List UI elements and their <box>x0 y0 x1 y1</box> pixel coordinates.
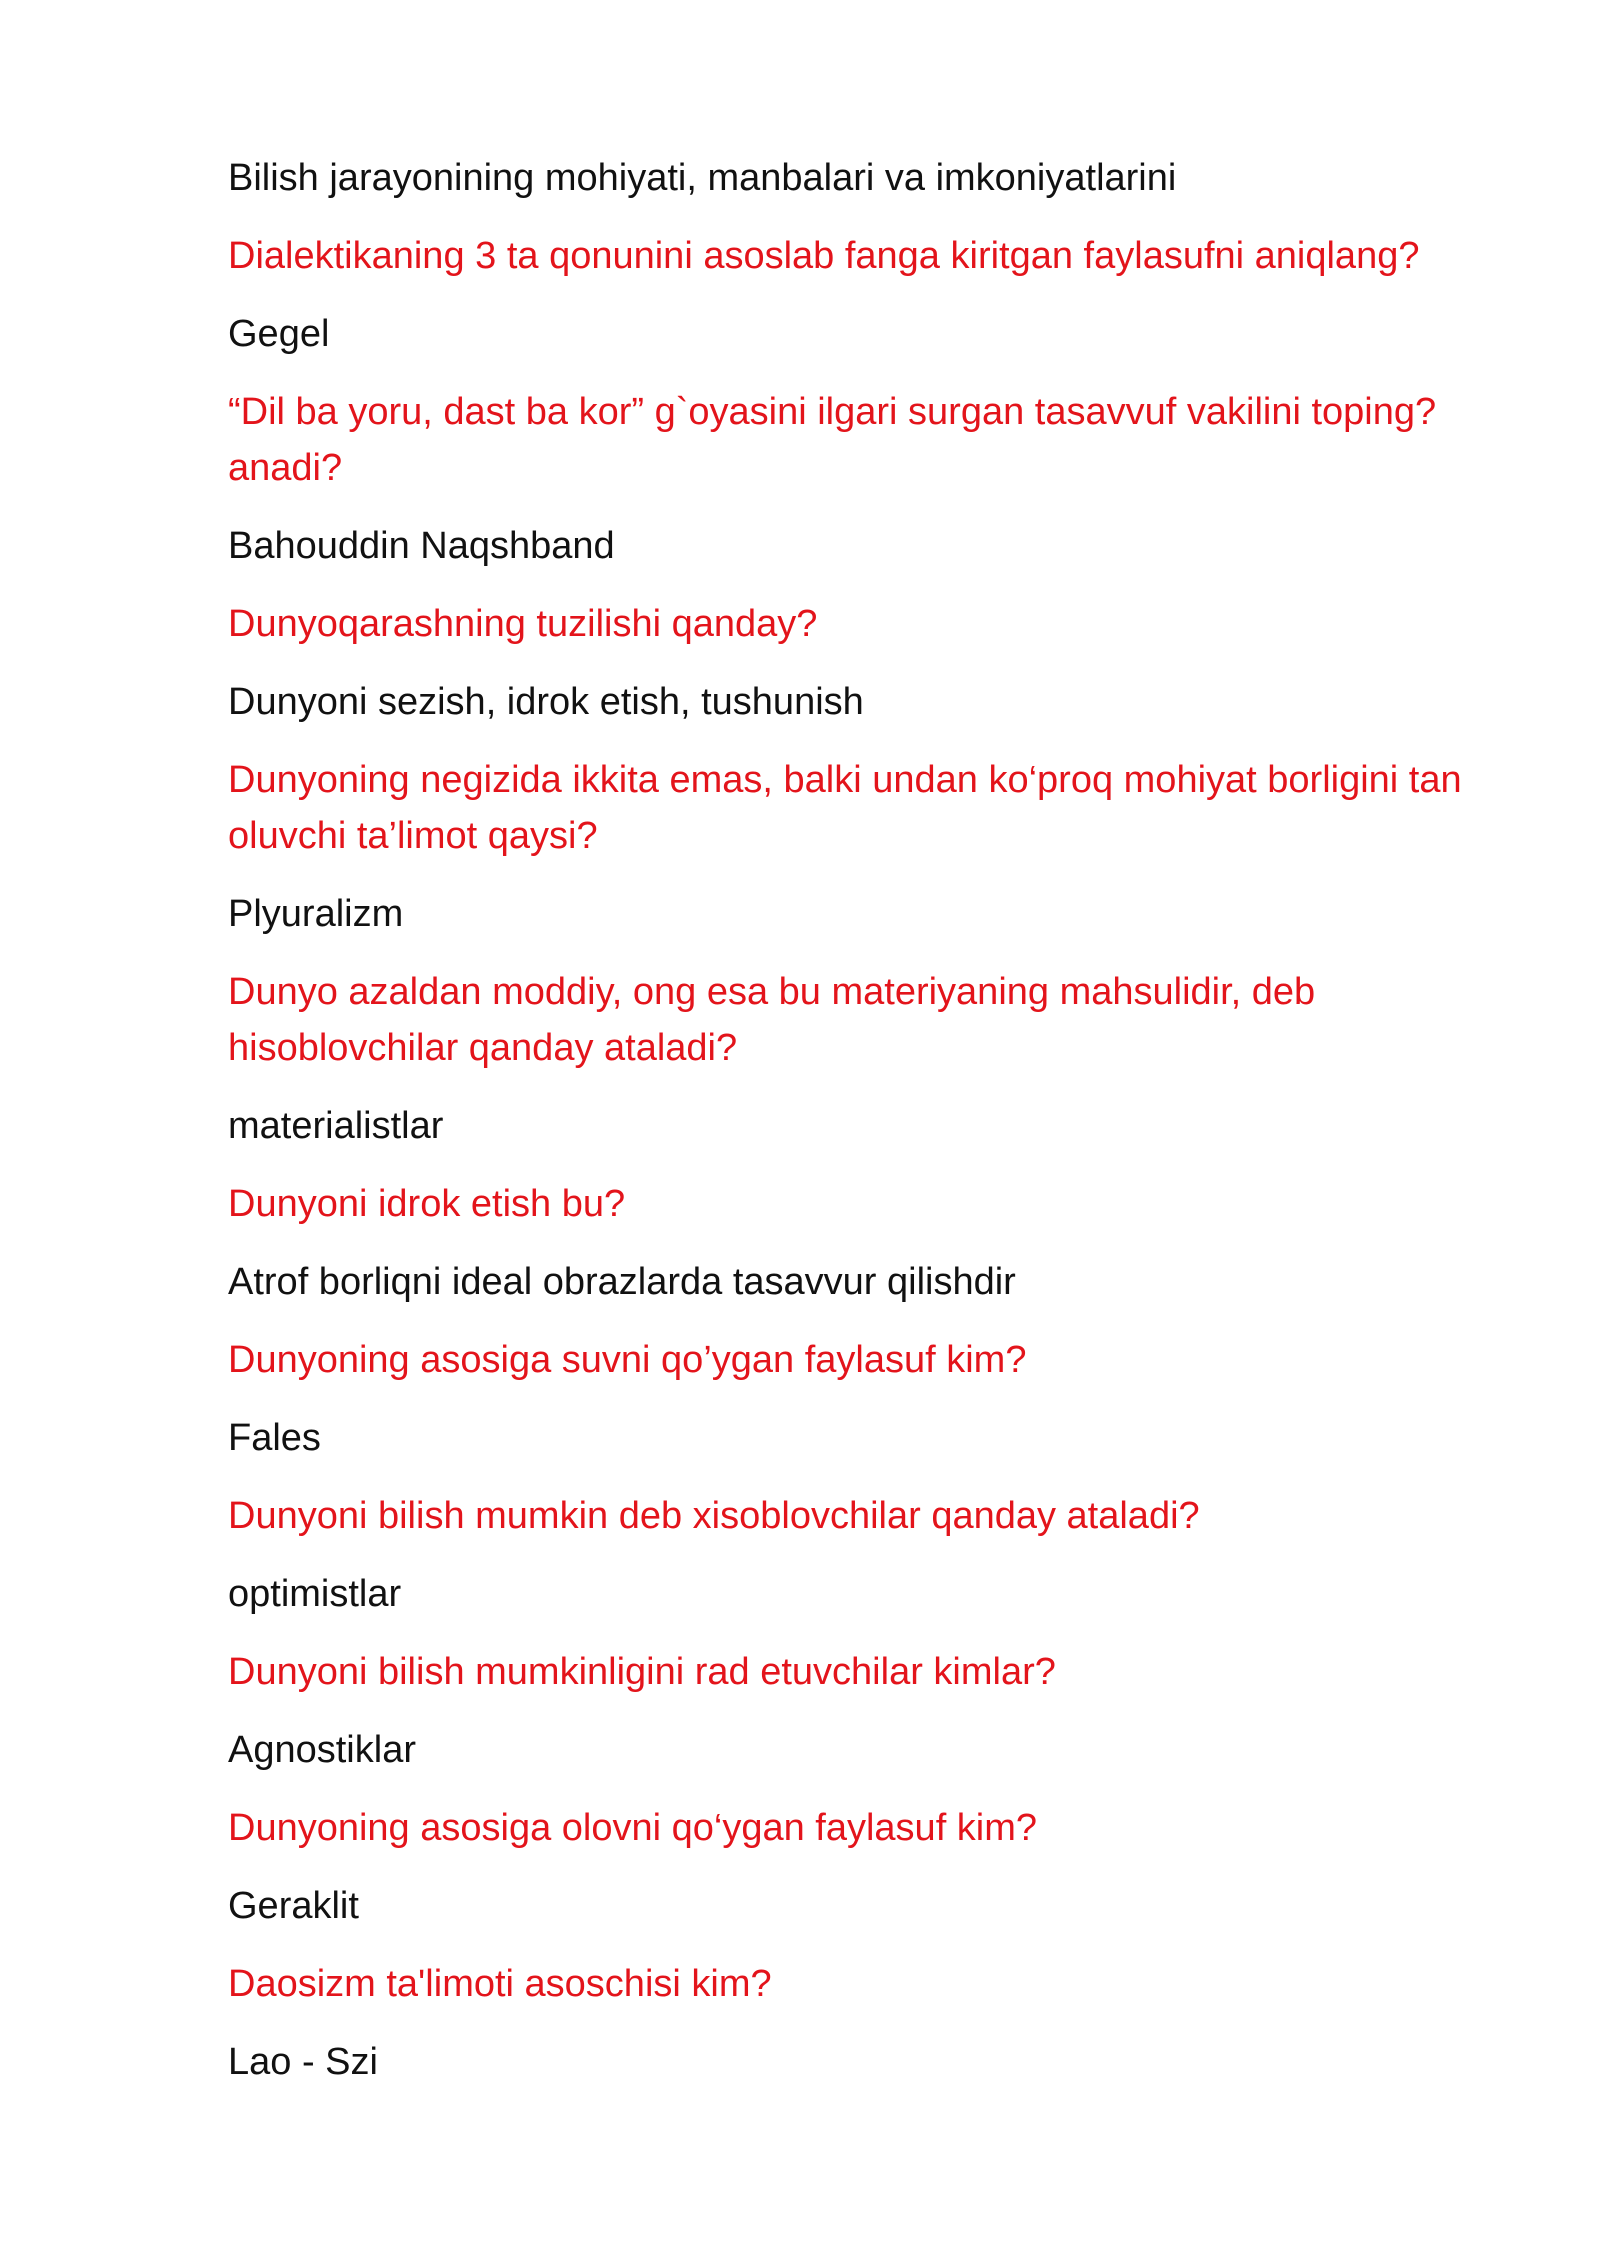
answer-line: materialistlar <box>228 1105 444 1147</box>
question-line: Dunyoni idrok etish bu? <box>228 1183 626 1225</box>
question-line: Dunyoni bilish mumkinligini rad etuvchilar kimlar? <box>228 1651 1056 1693</box>
answer-line: optimistlar <box>228 1573 402 1615</box>
answer-line: Dunyoni sezish, idrok etish, tushunish <box>228 681 864 723</box>
question-line: Dunyoning asosiga olovni qo‘ygan faylasuf kim? <box>228 1807 1038 1849</box>
answer-line: Agnostiklar <box>228 1729 416 1771</box>
question-line: Daosizm ta'limoti asoschisi kim? <box>228 1963 772 2005</box>
question-line: Dunyoning asosiga suvni qo’ygan faylasuf kim? <box>228 1339 1027 1381</box>
answer-line: Bilish jarayonining mohiyati, manbalari va imkoniyatlarini <box>228 157 1177 199</box>
answer-line: Fales <box>228 1417 321 1459</box>
answer-line: Lao - Szi <box>228 2041 378 2083</box>
answer-line: Gegel <box>228 313 330 355</box>
answer-line: Atrof borliqni ideal obrazlarda tasavvur qilishdir <box>228 1261 1016 1303</box>
answer-line: Geraklit <box>228 1885 359 1927</box>
question-line: Dunyoqarashning tuzilishi qanday? <box>228 603 818 645</box>
question-line: Dunyo azaldan moddiy, ong esa bu materiyaning mahsulidir, deb hisoblovchilar qanday ataladi? <box>228 971 1316 1069</box>
answer-line: Bahouddin Naqshband <box>228 525 615 567</box>
question-line: Dunyoning negizida ikkita emas, balki undan ko‘proq mohiyat borligini tan oluvchi ta’limot qaysi? <box>228 759 1462 857</box>
document-body <box>228 150 1488 2112</box>
question-line: Dunyoni bilish mumkin deb xisoblovchilar qanday ataladi? <box>228 1495 1200 1537</box>
question-line: Dialektikaning 3 ta qonunini asoslab fanga kiritgan faylasufni aniqlang? <box>228 235 1420 277</box>
question-line: “Dil ba yoru, dast ba kor” g`oyasini ilgari surgan tasavvuf vakilini toping? anadi? <box>228 391 1437 489</box>
answer-line: Plyuralizm <box>228 893 404 935</box>
